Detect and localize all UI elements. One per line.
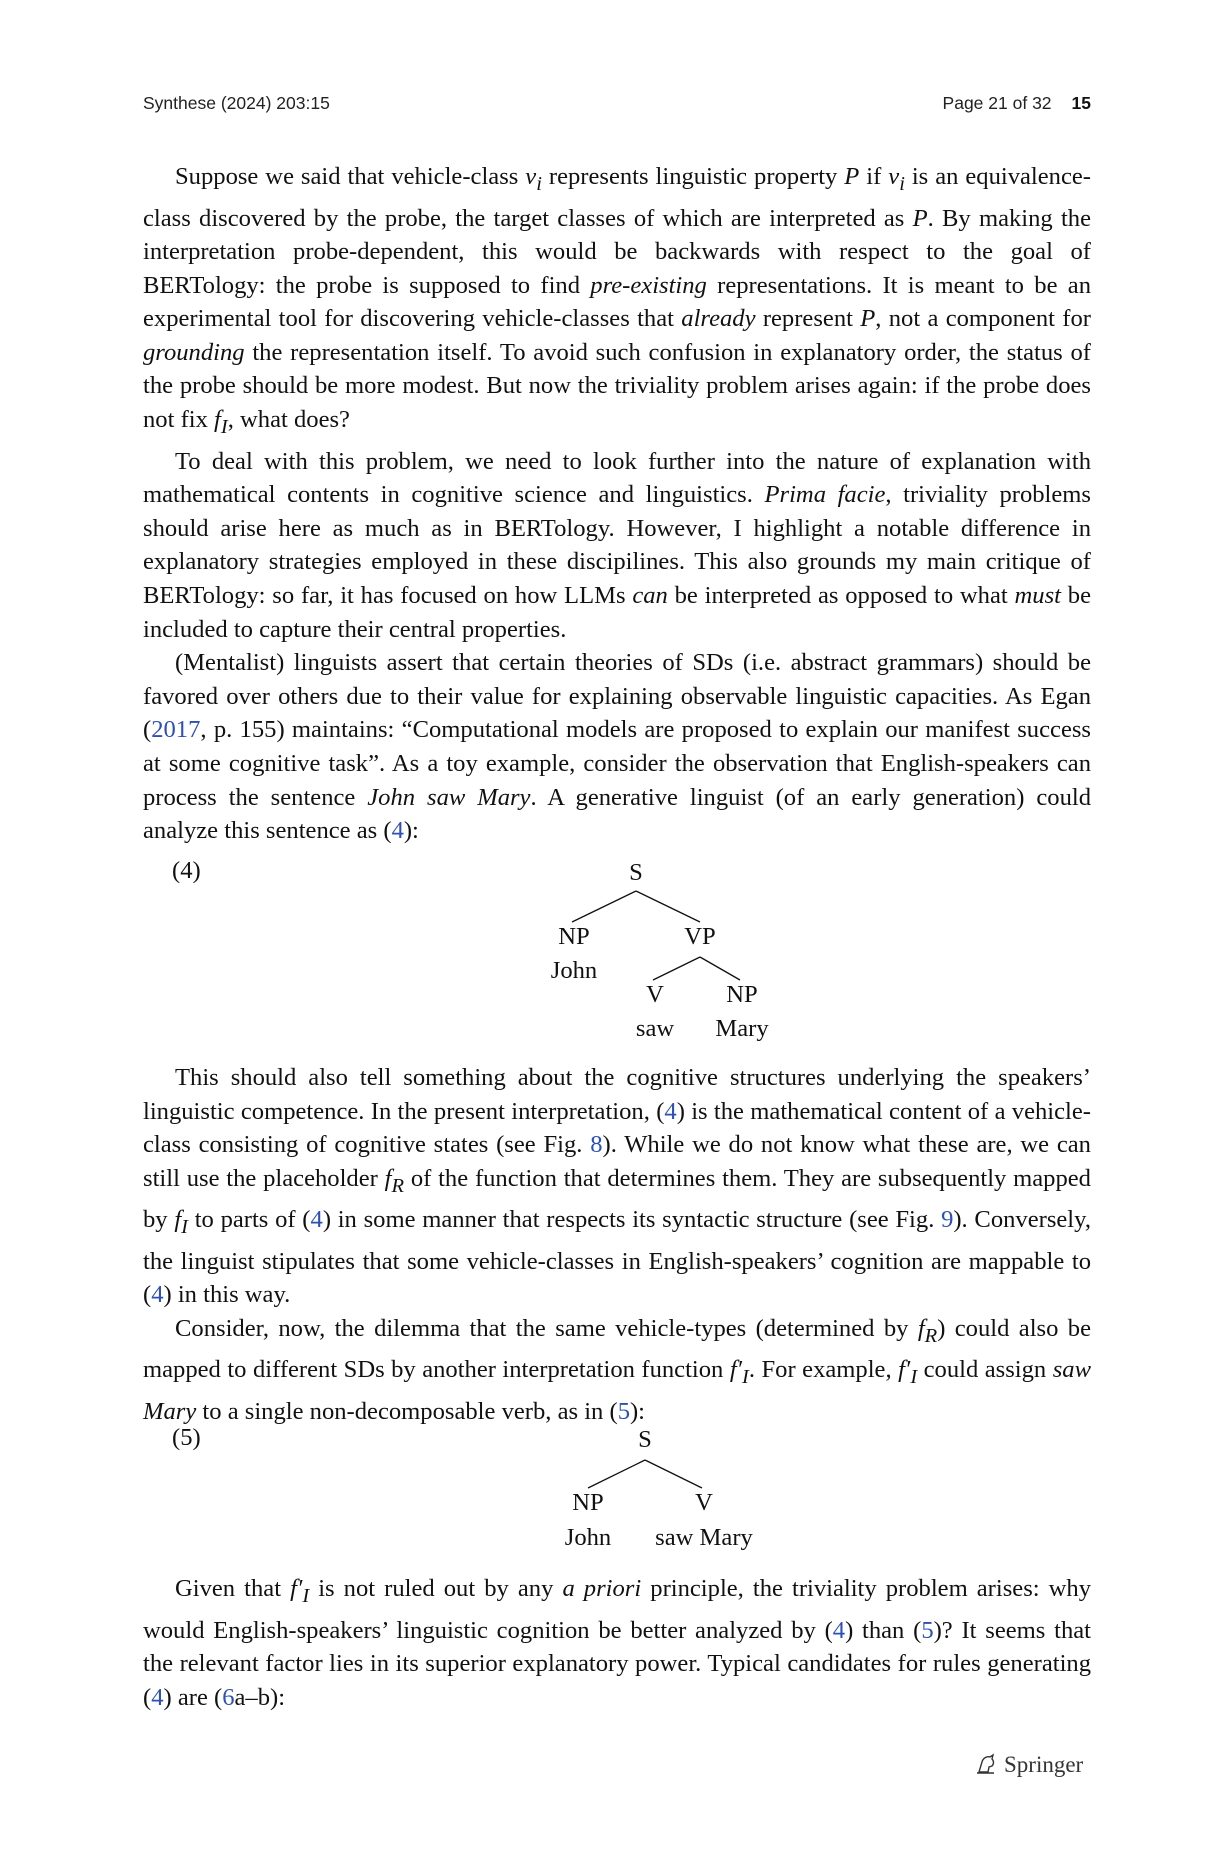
tree-leaf-mary: Mary: [715, 1015, 769, 1042]
tree5-node-np: NP: [572, 1489, 604, 1516]
tree-leaf-saw: saw: [635, 1015, 675, 1042]
example-4-label: (4): [172, 857, 201, 884]
tree5-leaf-john: John: [564, 1524, 612, 1551]
example-link[interactable]: 4: [832, 1616, 846, 1644]
tree-node-v: V: [646, 981, 664, 1008]
running-header-page: [943, 93, 1091, 114]
tree-node-s: S: [629, 859, 643, 886]
springer-horse-icon: [974, 1752, 998, 1776]
paragraph: Suppose we said that vehicle-class $v_i$ represents linguistic property P if $v_i$ is an equivalence-class discovered by the probe, the target classes of which are interpreted as P. By making the interpretation probe-dependent, this would be backwards with respect to the goal of BERTology: the probe is supposed to find pre-existing representations. It is meant to be an experimental tool for discovering vehicle-classes that already represent P, not a component for grounding the representation itself. To avoid such confusion in explanatory order, the status of the probe should be more modest. But now the triviality problem arises again: if the probe does not fix $f_I$, what does?: [143, 163, 1091, 438]
example-link[interactable]: 5: [617, 1397, 630, 1425]
example-link[interactable]: 4: [391, 817, 404, 845]
body-text-block-1: [143, 160, 1091, 848]
paragraph: To deal with this problem, we need to look further into the nature of explanation with mathematical contents in cognitive science and linguistics. Prima facie, triviality problems should arise here as much as in BERTology. However, I highlight a notable difference in explanatory strategies employed in these discipilines. This also grounds my main critique of BERTology: so far, it has focused on how LLMs can be interpreted as opposed to what must be included to capture their central properties.: [143, 447, 1091, 643]
body-text-block-2: [143, 1061, 1091, 1429]
example-link[interactable]: 4: [664, 1097, 677, 1125]
example-link[interactable]: 4: [151, 1281, 164, 1309]
citation-link[interactable]: 2017: [151, 716, 201, 744]
tree-leaf-john: John: [550, 957, 598, 984]
paragraph: This should also tell something about the cognitive structures underlying the speakers’ linguistic competence. In the present interpretation, (4) is the mathematical content of a vehicle-class consisting of cognitive states (see Fig. 8). While we do not know what these are, we can still use the placeholder $f_R$ of the function that determines them. They are subsequently mapped by $f_I$ to parts of (4) in some manner that respects its syntactic structure (see Fig. 9). Conversely, the linguist stipulates that some vehicle-classes in English-speakers’ cognition are mappable to (4) in this way.: [143, 1064, 1091, 1309]
tree-node-vp: VP: [684, 923, 716, 950]
tree5-leaf-saw-mary: saw Mary: [655, 1524, 753, 1551]
example-link[interactable]: 4: [310, 1206, 323, 1234]
publisher-logo: [974, 1752, 1083, 1778]
example-5-label: (5): [172, 1424, 201, 1451]
tree5-node-s: S: [638, 1426, 652, 1453]
example-link[interactable]: 5: [921, 1616, 934, 1644]
tree5-node-v: V: [695, 1489, 713, 1516]
publisher-name: Springer: [1004, 1752, 1084, 1777]
figure-link[interactable]: 9: [941, 1206, 954, 1234]
paragraph: Given that $f'_I$ is not ruled out by any a priori principle, the triviality problem arises: why would English-speakers’ linguistic cognition be better analyzed by (4) than (5)? It seems that the relevant factor lies in its superior explanatory power. Typical candidates for rules generating (4) are (6a–b):: [143, 1575, 1092, 1711]
example-link[interactable]: 6: [222, 1683, 235, 1711]
body-text-block-3: [143, 1572, 1091, 1714]
page-number: 15: [1071, 93, 1091, 113]
tree-node-np-object: NP: [726, 981, 758, 1008]
running-header-journal: Synthese (2024) 203:15: [143, 93, 330, 113]
tree-node-np: NP: [558, 923, 590, 950]
page-of-label: Page 21 of 32: [942, 93, 1052, 113]
paragraph: (Mentalist) linguists assert that certain theories of SDs (i.e. abstract grammars) should be favored over others due to their value for explaining observable linguistic capacities. As Egan (2017, p. 155) maintains: “Computational models are proposed to explain our manifest success at some cognitive task”. As a toy example, consider the observation that English-speakers can process the sentence John saw Mary. A generative linguist (of an early generation) could analyze this sentence as (4):: [143, 649, 1091, 845]
example-link[interactable]: 4: [151, 1683, 164, 1711]
figure-link[interactable]: 8: [590, 1131, 603, 1159]
paragraph: Consider, now, the dilemma that the same vehicle-types (determined by $f_R$) could also be mapped to different SDs by another interpretation function $f'_I$. For example, $f'_I$ could assign saw Mary to a single non-decomposable verb, as in (5):: [143, 1314, 1092, 1425]
